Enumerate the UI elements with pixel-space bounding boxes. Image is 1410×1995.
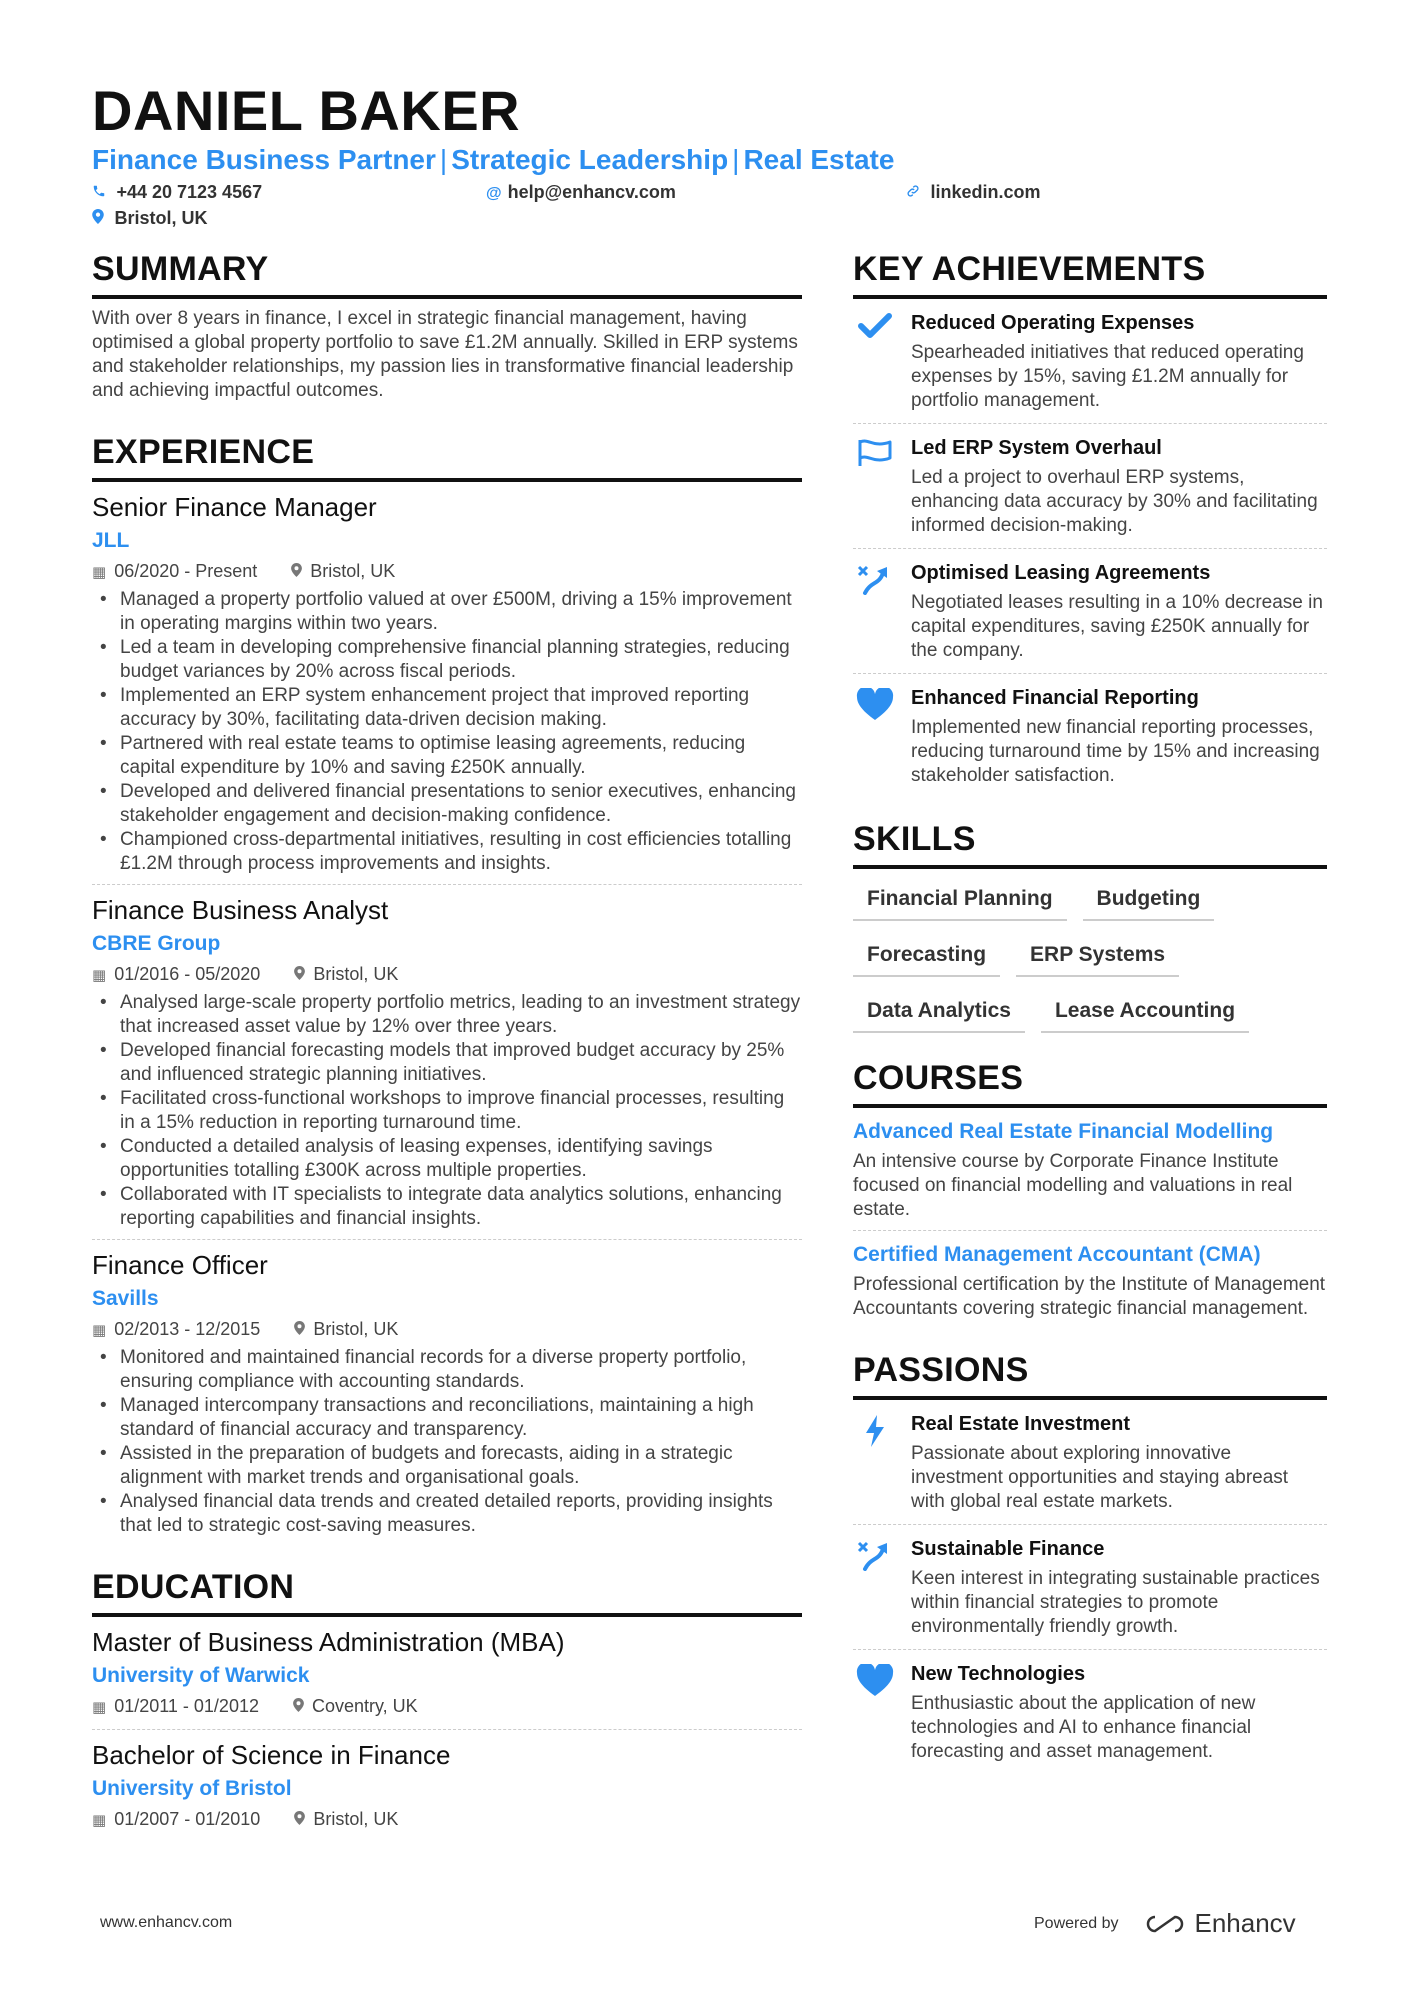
course-title: Advanced Real Estate Financial Modelling <box>853 1120 1274 1143</box>
achievements-title: KEY ACHIEVEMENTS <box>853 250 1327 299</box>
skills-list <box>853 881 1327 1033</box>
job-dates-text: 01/2016 - 05/2020 <box>114 964 261 984</box>
passion-desc: Passionate about exploring innovative investment opportunities and staying abreast with global real estate markets. <box>911 1443 1289 1512</box>
headline-part: Strategic Leadership <box>451 144 729 175</box>
passion-item <box>853 1400 1327 1525</box>
bullet-item: • Collaborated with IT specialists to integrate data analytics solutions, enhancing reporting capabilities and financial insights. <box>120 1183 802 1231</box>
calendar-icon: ▦ <box>92 967 107 984</box>
job-dates-text: 02/2013 - 12/2015 <box>114 1319 261 1339</box>
bullet-item: • Partnered with real estate teams to optimise leasing agreements, reducing capital expenditure by 10% and saving £250K annually. <box>120 732 802 780</box>
phone-icon <box>92 185 110 202</box>
education-location <box>293 1693 418 1721</box>
headline-separator: | <box>439 144 448 175</box>
heart-icon <box>853 1660 897 1764</box>
job-dates <box>92 558 257 586</box>
achievement-desc: Implemented new financial reporting processes, reducing turnaround time by 15% and increasing stakeholder satisfaction. <box>911 717 1320 786</box>
skill-tag: Lease Accounting <box>1041 993 1249 1033</box>
course-item <box>853 1108 1327 1231</box>
company-name: CBRE Group <box>92 932 221 955</box>
passion-title: Sustainable Finance <box>911 1538 1105 1560</box>
summary-text: With over 8 years in finance, I excel in strategic financial management, having optimised a global property portfolio to save £1.2M annually. Skilled in ERP systems and stakeholder relationships, my passion lies in transformative financial leadership and achieving impactful outcomes. <box>92 308 798 401</box>
footer-brand <box>1034 1908 1296 1939</box>
job-location-text: Bristol, UK <box>313 964 399 984</box>
linkedin-text[interactable]: linkedin.com <box>930 182 1041 202</box>
bullet-item: • Facilitated cross-functional workshops to improve financial processes, resulting in a 15% reduction in reporting turnaround time. <box>120 1087 802 1135</box>
education-dates <box>92 1693 259 1721</box>
enhancv-logo-icon <box>1143 1913 1187 1935</box>
passion-item <box>853 1650 1327 1774</box>
job-title: Finance Business Analyst <box>92 895 389 925</box>
flag-icon <box>853 434 897 538</box>
bullet-item: • Developed and delivered financial presentations to senior executives, enhancing stakeholder engagement and decision-making confidence. <box>120 780 802 828</box>
job-bullets <box>92 1346 802 1538</box>
education-dates <box>92 1806 260 1834</box>
passions-title: PASSIONS <box>853 1351 1327 1400</box>
education-dates-text: 01/2011 - 01/2012 <box>114 1696 259 1716</box>
course-desc: Professional certification by the Institute of Management Accountants covering strategic financial management. <box>853 1274 1326 1319</box>
degree-title: Bachelor of Science in Finance <box>92 1740 451 1770</box>
powered-by-text: Powered by <box>1034 1914 1119 1932</box>
headline-part: Real Estate <box>743 144 895 175</box>
contact-email <box>486 182 676 203</box>
heart-icon <box>853 684 897 788</box>
job-bullets <box>92 991 802 1231</box>
at-icon: @ <box>486 185 502 202</box>
courses-title: COURSES <box>853 1059 1327 1108</box>
education-dates-text: 01/2007 - 01/2010 <box>114 1809 261 1829</box>
passion-title: Real Estate Investment <box>911 1413 1130 1435</box>
job-dates <box>92 1316 260 1344</box>
summary-title: SUMMARY <box>92 250 802 299</box>
phone-text[interactable]: +44 20 7123 4567 <box>116 182 263 202</box>
contact-location <box>92 208 207 229</box>
company-name: Savills <box>92 1287 159 1310</box>
calendar-icon: ▦ <box>92 564 107 581</box>
job-entry <box>92 1248 802 1546</box>
link-icon <box>906 185 924 202</box>
education-location <box>294 1806 398 1834</box>
skill-tag: ERP Systems <box>1016 937 1179 977</box>
job-location <box>294 961 398 989</box>
contact-phone <box>92 182 262 203</box>
bullet-item: • Developed financial forecasting models that improved budget accuracy by 25% and influenced strategic planning initiatives. <box>120 1039 802 1087</box>
bullet-item: • Led a team in developing comprehensive financial planning strategies, reducing budget variances by 20% across fiscal periods. <box>120 636 802 684</box>
course-item <box>853 1231 1327 1329</box>
job-title: Finance Officer <box>92 1250 268 1280</box>
calendar-icon: ▦ <box>92 1699 107 1716</box>
bullet-item: • Analysed large-scale property portfolio metrics, leading to an investment strategy that increased asset value by 12% over three years. <box>120 991 802 1039</box>
email-text[interactable]: help@enhancv.com <box>507 182 676 202</box>
job-entry <box>92 893 802 1240</box>
lightning-icon <box>853 1410 897 1514</box>
bullet-item: • Managed intercompany transactions and reconciliations, maintaining a high standard of financial accuracy and transparency. <box>120 1394 802 1442</box>
education-title: EDUCATION <box>92 1568 802 1617</box>
location-pin-icon <box>291 564 302 581</box>
achievement-title: Led ERP System Overhaul <box>911 437 1162 459</box>
location-pin-icon <box>294 1322 305 1339</box>
candidate-name: DANIEL BAKER <box>92 79 521 142</box>
job-location <box>291 558 395 586</box>
degree-title: Master of Business Administration (MBA) <box>92 1627 565 1657</box>
contact-linkedin <box>906 182 1040 203</box>
route-icon <box>853 559 897 663</box>
job-meta <box>92 961 802 989</box>
footer-website[interactable]: www.enhancv.com <box>100 1914 233 1931</box>
job-meta <box>92 1316 802 1344</box>
brand-name: Enhancv <box>1194 1908 1296 1938</box>
education-meta <box>92 1693 802 1721</box>
job-location-text: Bristol, UK <box>313 1319 399 1339</box>
location-text: Bristol, UK <box>114 208 208 228</box>
achievement-desc: Spearheaded initiatives that reduced operating expenses by 15%, saving £1.2M annually for portfolio management. <box>911 342 1304 411</box>
headline-separator: | <box>732 144 740 175</box>
job-dates-text: 06/2020 - Present <box>114 561 258 581</box>
passion-title: New Technologies <box>911 1663 1086 1685</box>
achievement-item <box>853 549 1327 674</box>
location-pin-icon <box>293 1699 304 1716</box>
achievement-title: Enhanced Financial Reporting <box>911 687 1199 709</box>
bullet-item: • Implemented an ERP system enhancement project that improved reporting accuracy by 30%, facilitating data-driven decision making. <box>120 684 802 732</box>
course-desc: An intensive course by Corporate Finance Institute focused on financial modelling and valuations in real estate. <box>853 1151 1293 1220</box>
experience-title: EXPERIENCE <box>92 433 802 482</box>
education-location-text: Coventry, UK <box>311 1696 418 1716</box>
school-name: University of Warwick <box>92 1664 310 1687</box>
skills-title: SKILLS <box>853 820 1327 869</box>
location-pin-icon <box>294 1812 305 1829</box>
passion-desc: Enthusiastic about the application of new technologies and AI to enhance financial forecasting and asset management. <box>911 1693 1256 1762</box>
bullet-item: • Managed a property portfolio valued at over £500M, driving a 15% improvement in operating margins within two years. <box>120 588 802 636</box>
education-meta <box>92 1806 802 1834</box>
education-entry <box>92 1738 802 1842</box>
job-dates <box>92 961 260 989</box>
location-pin-icon <box>92 211 108 228</box>
bullet-item: • Championed cross-departmental initiatives, resulting in cost efficiencies totalling £1.2M through process improvements and insights. <box>120 828 802 876</box>
achievement-item <box>853 424 1327 549</box>
job-bullets <box>92 588 802 876</box>
checkmark-icon <box>853 309 897 413</box>
achievement-desc: Led a project to overhaul ERP systems, enhancing data accuracy by 30% and facilitating informed decision-making. <box>911 467 1318 536</box>
passion-desc: Keen interest in integrating sustainable practices within financial strategies to promote environmentally friendly growth. <box>911 1568 1320 1637</box>
bullet-item: • Analysed financial data trends and created detailed reports, providing insights that led to strategic cost-saving measures. <box>120 1490 802 1538</box>
skill-tag: Data Analytics <box>853 993 1025 1033</box>
course-title: Certified Management Accountant (CMA) <box>853 1243 1261 1266</box>
bullet-item: • Assisted in the preparation of budgets and forecasts, aiding in a strategic alignment with market trends and organisational goals. <box>120 1442 802 1490</box>
route-icon <box>853 1535 897 1639</box>
passion-item <box>853 1525 1327 1650</box>
education-location-text: Bristol, UK <box>313 1809 399 1829</box>
brand-logo[interactable] <box>1143 1908 1296 1939</box>
achievement-item <box>853 299 1327 424</box>
calendar-icon: ▦ <box>92 1812 107 1829</box>
bullet-item: • Monitored and maintained financial records for a diverse property portfolio, ensuring compliance with accounting standards. <box>120 1346 802 1394</box>
job-entry <box>92 490 802 885</box>
education-entry <box>92 1625 802 1730</box>
company-name: JLL <box>92 529 130 552</box>
job-meta <box>92 558 802 586</box>
job-location-text: Bristol, UK <box>310 561 396 581</box>
skill-tag: Forecasting <box>853 937 1000 977</box>
bullet-item: • Conducted a detailed analysis of leasing expenses, identifying savings opportunities totalling £300K across multiple properties. <box>120 1135 802 1183</box>
achievement-title: Reduced Operating Expenses <box>911 312 1195 334</box>
skill-tag: Budgeting <box>1083 881 1215 921</box>
achievement-item <box>853 674 1327 798</box>
calendar-icon: ▦ <box>92 1322 107 1339</box>
location-pin-icon <box>294 967 305 984</box>
job-title: Senior Finance Manager <box>92 492 377 522</box>
skill-tag: Financial Planning <box>853 881 1067 921</box>
job-location <box>294 1316 398 1344</box>
right-column <box>853 250 1327 1774</box>
headline <box>92 144 894 176</box>
left-column <box>92 250 802 1842</box>
school-name: University of Bristol <box>92 1777 292 1800</box>
achievement-title: Optimised Leasing Agreements <box>911 562 1211 584</box>
achievement-desc: Negotiated leases resulting in a 10% decrease in capital expenditures, saving £250K annually for the company. <box>911 592 1323 661</box>
headline-part: Finance Business Partner <box>92 144 436 175</box>
